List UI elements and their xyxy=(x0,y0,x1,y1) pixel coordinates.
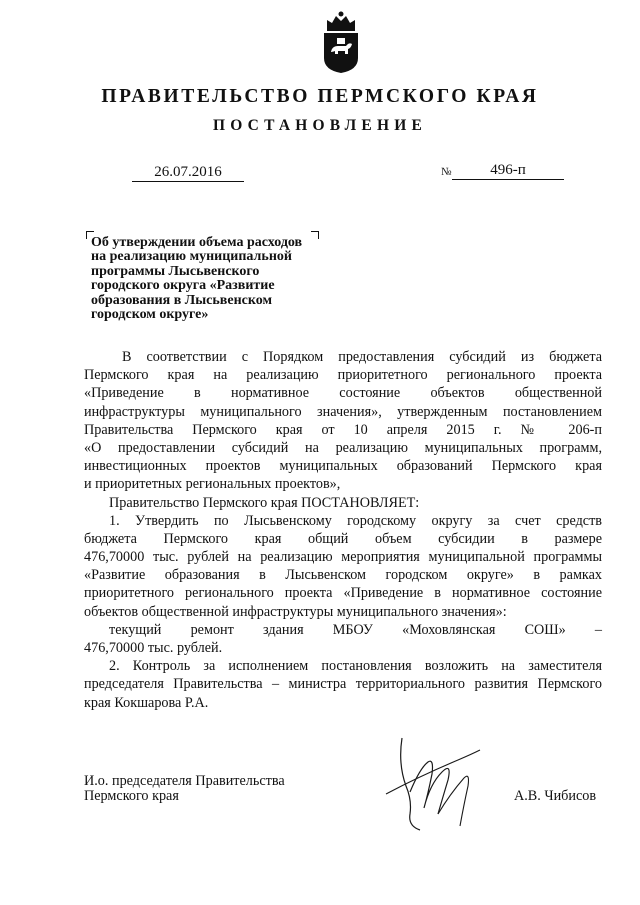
body-line: председателя Правительства – министра территориального развития Пермского xyxy=(84,676,602,693)
body-line: объектов общественной инфраструктуры муниципального значения»: xyxy=(84,603,507,620)
body-line: 476,70000 тыс. рублей. xyxy=(84,640,223,656)
paragraph-resolves: Правительство Пермского края ПОСТАНОВЛЯЕТ: xyxy=(109,494,420,511)
body-line: 476,70000 тыс. рублей на реализацию мероприятия муниципальной программы xyxy=(84,549,602,566)
body-line: инфраструктуры муниципального значения», утвержденным постановлением xyxy=(84,403,602,420)
document-subject xyxy=(91,236,326,322)
body-line: Пермского края на реализацию приоритетного регионального проекта xyxy=(84,367,602,384)
handwritten-signature xyxy=(380,734,490,834)
body-line: и приоритетных региональных проектов», xyxy=(84,476,341,493)
subject-line: городском округе» xyxy=(91,307,209,323)
document-date: 26.07.2016 xyxy=(132,163,244,182)
body-line: края Кокшарова Р.А. xyxy=(84,694,209,711)
body-line: текущий ремонт здания МБОУ «Моховлянская СОШ» – xyxy=(109,621,602,638)
subject-line: на реализацию муниципальной xyxy=(91,249,292,265)
position-line: Пермского края xyxy=(84,788,179,804)
subject-line: городского округа «Развитие xyxy=(91,278,275,294)
body-line: 1. Утвердить по Лысьвенскому городскому округу за счет средств xyxy=(109,512,602,529)
subject-line: образования в Лысьвенском xyxy=(91,292,272,308)
position-line: И.о. председателя Правительства xyxy=(84,773,285,789)
body-line: «Развитие образования в Лысьвенском городском округе» в рамках xyxy=(84,567,602,584)
paragraph-item-1 xyxy=(84,512,602,621)
government-title: ПРАВИТЕЛЬСТВО ПЕРМСКОГО КРАЯ xyxy=(101,86,539,107)
subject-line: программы Лысьвенского xyxy=(91,263,260,279)
body-line: Правительства Пермского края от 10 апреля 2015 г. № 206-п xyxy=(84,421,602,438)
signatory-position xyxy=(84,774,285,804)
signatory-name: А.В. Чибисов xyxy=(514,788,597,804)
body-line: приоритетного регионального проекта «Приведение в нормативное состояние xyxy=(84,585,602,602)
number-sign: № xyxy=(441,166,452,178)
paragraph-item-2 xyxy=(84,657,602,712)
document-body xyxy=(84,348,602,712)
body-line: инвестиционных проектов муниципальных образований Пермского края xyxy=(84,458,602,475)
coat-of-arms-icon xyxy=(318,8,364,74)
paragraph-preamble xyxy=(84,348,602,494)
body-line: 2. Контроль за исполнением постановления возложить на заместителя xyxy=(109,658,602,675)
body-line: бюджета Пермского края общий объем субсидии в размере xyxy=(84,530,602,547)
body-line: «Приведение в нормативное состояние объектов общественной xyxy=(84,385,602,402)
body-line: В соответствии с Порядком предоставления субсидий из бюджета xyxy=(122,349,602,365)
paragraph-repair-item xyxy=(84,621,602,657)
document-type: ПОСТАНОВЛЕНИЕ xyxy=(212,117,428,134)
body-line: «О предоставлении субсидий на реализацию муниципальных программ, xyxy=(84,439,602,456)
subject-line: Об утверждении объема расходов xyxy=(91,235,303,250)
document-number: 496-п xyxy=(452,161,564,180)
